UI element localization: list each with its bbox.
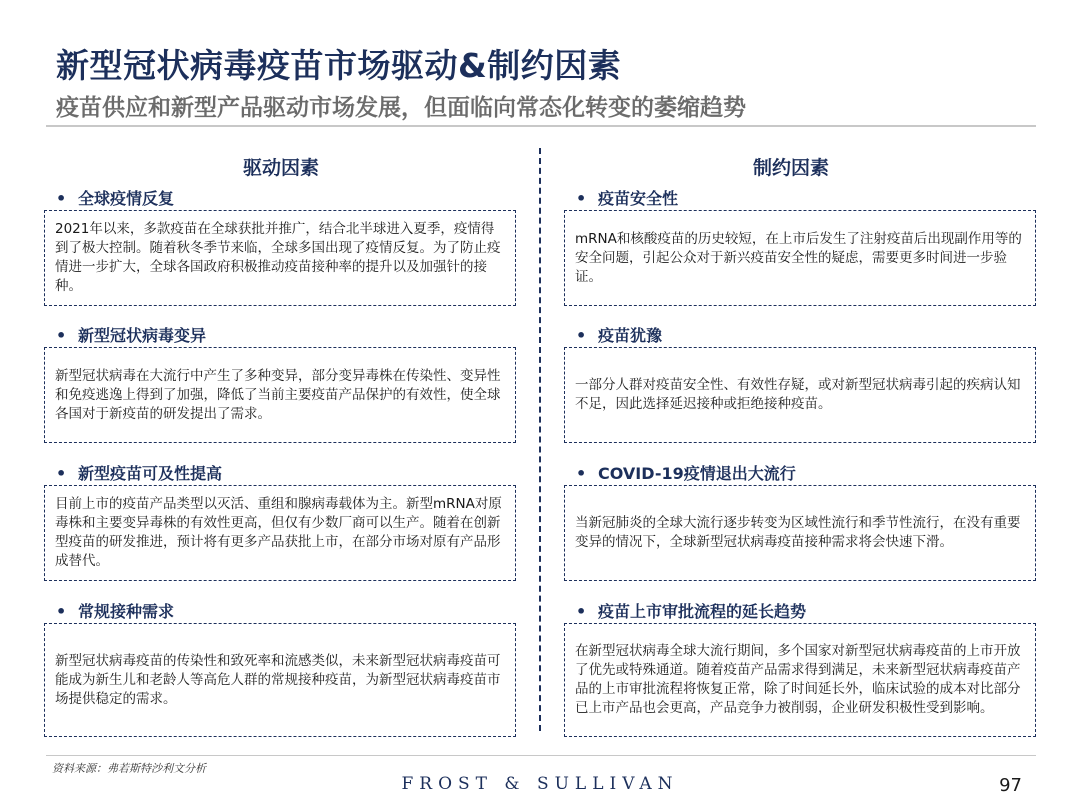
driver-heading-label: 常规接种需求: [78, 602, 175, 621]
constraint-heading-label: 疫苗上市审批流程的延长趋势: [598, 602, 807, 621]
constraint-heading-label: 疫苗犹豫: [598, 326, 663, 345]
constraint-heading-label: 疫苗安全性: [598, 189, 679, 208]
bullet-icon: •: [576, 464, 587, 483]
page-title: 新型冠状病毒疫苗市场驱动&制约因素: [56, 46, 622, 85]
page-number: 97: [999, 775, 1022, 796]
constraint-text: 一部分人群对疫苗安全性、有效性存疑，或对新型冠状病毒引起的疾病认知不足，因此选择延迟接种或拒绝接种疫苗。: [575, 377, 1021, 412]
bullet-icon: •: [576, 602, 587, 621]
column-divider: [539, 148, 541, 731]
driver-heading-1: [56, 186, 174, 209]
constraint-box-2: [564, 347, 1036, 443]
driver-text: 目前上市的疫苗产品类型以灭活、重组和腺病毒载体为主。新型mRNA对原毒株和主要变异毒株的有效性更高，但仅有少数厂商可以生产。随着在创新型疫苗的研发推进，预计将有更多产品获批上市，在部分市场对原有产品形成替代。: [55, 496, 502, 569]
driver-heading-label: 新型冠状病毒变异: [78, 326, 207, 345]
bullet-icon: •: [56, 189, 67, 208]
driver-box-4: [44, 623, 516, 737]
constraint-box-1: [564, 210, 1036, 306]
bullet-icon: •: [56, 464, 67, 483]
driver-box-3: [44, 485, 516, 581]
driver-box-1: [44, 210, 516, 306]
footer-divider: [46, 755, 1036, 756]
source-note: 资料来源：弗若斯特沙利文分析: [52, 762, 206, 775]
driver-heading-3: [56, 461, 222, 484]
constraint-heading-label: COVID-19疫情退出大流行: [598, 464, 796, 483]
constraint-box-4: [564, 623, 1036, 737]
page-subtitle: 疫苗供应和新型产品驱动市场发展，但面临向常态化转变的萎缩趋势: [56, 95, 746, 121]
drivers-header: 驱动因素: [242, 157, 319, 179]
driver-heading-4: [56, 599, 174, 622]
bullet-icon: •: [56, 602, 67, 621]
driver-heading-2: [56, 323, 206, 346]
constraint-heading-2: [576, 323, 662, 346]
constraint-box-3: [564, 485, 1036, 581]
bullet-icon: •: [576, 326, 587, 345]
constraint-text: 在新型冠状病毒全球大流行期间，多个国家对新型冠状病毒疫苗的上市开放了优先或特殊通道。随着疫苗产品需求得到满足，未来新型冠状病毒疫苗产品的上市审批流程将恢复正常，除了时间延长外，临床试验的成本对比部分已上市产品也会更高，产品竞争力被削弱，企业研发积极性受到影响。: [575, 643, 1021, 716]
bullet-icon: •: [56, 326, 67, 345]
constraint-text: 当新冠肺炎的全球大流行逐步转变为区域性流行和季节性流行，在没有重要变异的情况下，全球新型冠状病毒疫苗接种需求将会快速下滑。: [575, 515, 1021, 550]
driver-heading-label: 全球疫情反复: [78, 189, 175, 208]
bullet-icon: •: [576, 189, 587, 208]
driver-box-2: [44, 347, 516, 443]
constraint-heading-4: [576, 599, 806, 622]
constraint-text: mRNA和核酸疫苗的历史较短，在上市后发生了注射疫苗后出现副作用等的安全问题，引起公众对于新兴疫苗安全性的疑虑，需要更多时间进一步验证。: [575, 230, 1022, 285]
driver-text: 新型冠状病毒疫苗的传染性和致死率和流感类似，未来新型冠状病毒疫苗可能成为新生儿和老龄人等高危人群的常规接种疫苗，为新型冠状病毒疫苗市场提供稳定的需求。: [55, 652, 501, 707]
driver-heading-label: 新型疫苗可及性提高: [78, 464, 223, 483]
title-divider: [46, 125, 1036, 127]
constraint-heading-3: [576, 461, 796, 484]
constraint-heading-1: [576, 186, 678, 209]
driver-text: 新型冠状病毒在大流行中产生了多种变异，部分变异毒株在传染性、变异性和免疫逃逸上得到了加强，降低了当前主要疫苗产品保护的有效性，使全球各国对于新疫苗的研发提出了需求。: [55, 367, 501, 422]
constraints-header: 制约因素: [752, 157, 829, 179]
brand-logo: FROST & SULLIVAN: [401, 774, 679, 794]
driver-text: 2021年以来，多款疫苗在全球获批并推广，结合北半球进入夏季，疫情得到了极大控制。随着秋冬季节来临，全球多国出现了疫情反复。为了防止疫情进一步扩大，全球各国政府积极推动疫苗接种率的提升以及加强针的接种。: [55, 221, 501, 294]
